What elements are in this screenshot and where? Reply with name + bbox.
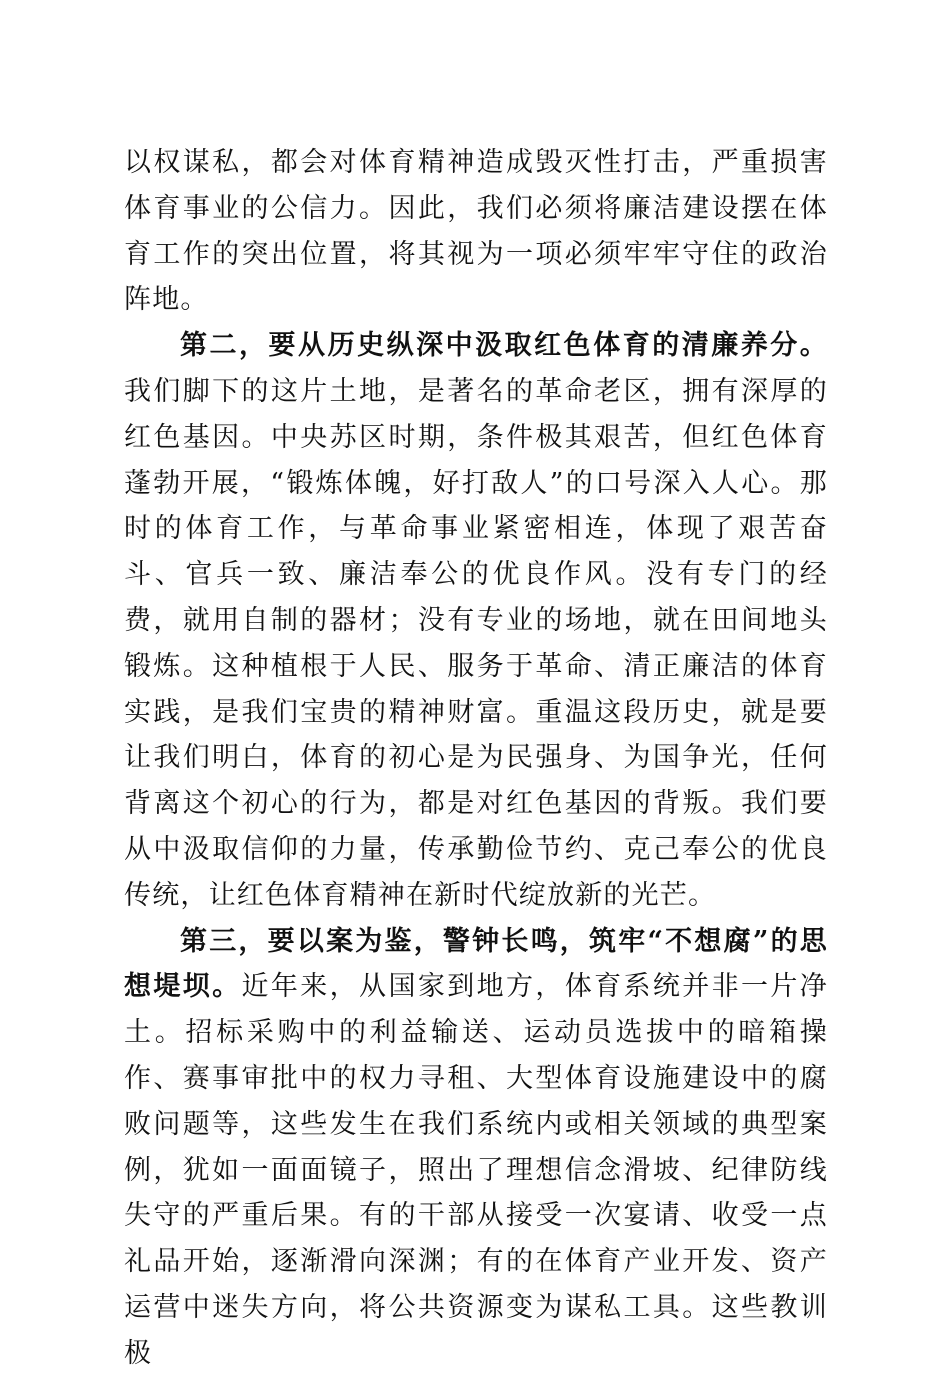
document-body	[124, 140, 828, 1377]
paragraph-continuation	[124, 140, 828, 323]
paragraph-heading: 第三，要以案为鉴，警钟长鸣，筑牢“不想腐”的思想堤坝。	[124, 925, 828, 1003]
paragraph-third-point	[124, 919, 828, 1377]
paragraph-text: 以权谋私，都会对体育精神造成毁灭性打击，严重损害体育事业的公信力。因此，我们必须将廉洁建设摆在体育工作的突出位置，将其视为一项必须牢牢守住的政治阵地。	[124, 147, 828, 316]
paragraph-text: 近年来，从国家到地方，体育系统并非一片净土。招标采购中的利益输送、运动员选拔中的暗箱操作、赛事审批中的权力寻租、大型体育设施建设中的腐败问题等，这些发生在我们系统内或相关领域的典型案例，犹如一面面镜子，照出了理想信念滑坡、纪律防线失守的严重后果。有的干部从接受一次宴请、收受一点礼品开始，逐渐滑向深渊；有的在体育产业开发、资产运营中迷失方向，将公共资源变为谋私工具。这些教训极	[124, 971, 828, 1369]
paragraph-text: 我们脚下的这片土地，是著名的革命老区，拥有深厚的红色基因。中央苏区时期，条件极其艰苦，但红色体育蓬勃开展，“锻炼体魄，好打敌人”的口号深入人心。那时的体育工作，与革命事业紧密相连，体现了艰苦奋斗、官兵一致、廉洁奉公的优良作风。没有专门的经费，就用自制的器材；没有专业的场地，就在田间地头锻炼。这种植根于人民、服务于革命、清正廉洁的体育实践，是我们宝贵的精神财富。重温这段历史，就是要让我们明白，体育的初心是为民强身、为国争光，任何背离这个初心的行为，都是对红色基因的背叛。我们要从中汲取信仰的力量，传承勤俭节约、克己奉公的优良传统，让红色体育精神在新时代绽放新的光芒。	[124, 375, 828, 911]
paragraph-heading: 第二，要从历史纵深中汲取红色体育的清廉养分。	[180, 330, 828, 362]
paragraph-second-point	[124, 323, 828, 918]
